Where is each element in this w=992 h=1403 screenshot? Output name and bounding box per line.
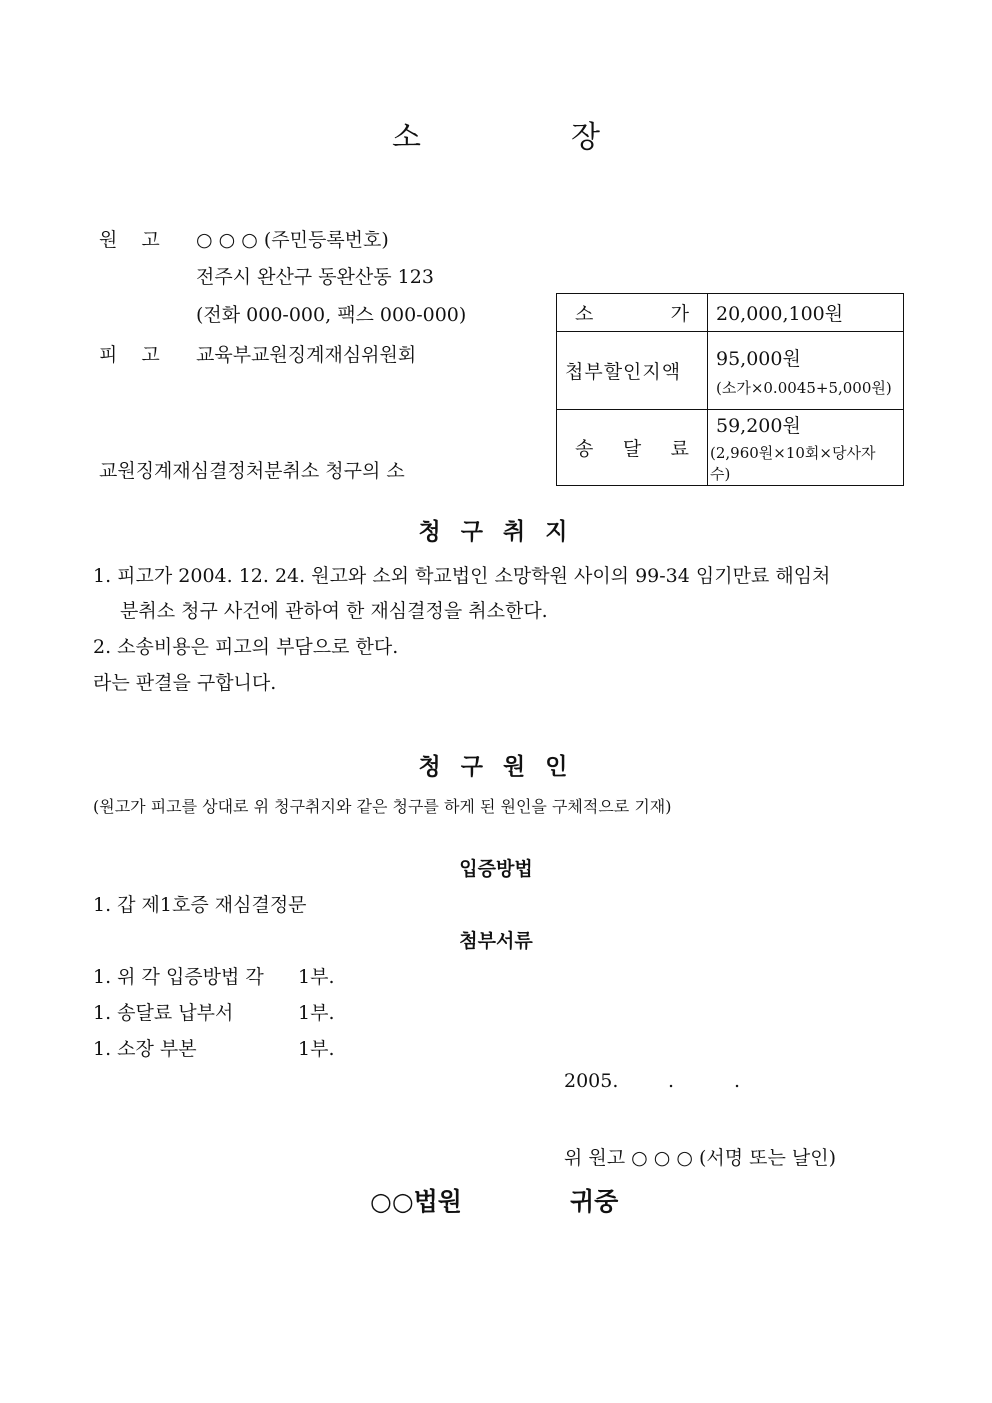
attachment-item-3-name: 1. 소장 부본 [93, 1038, 197, 1060]
title-char-2: 장 [571, 120, 600, 155]
defendant-label-char-1: 피 [99, 344, 118, 366]
fee-note: (2,960원×10회×당사자수) [709, 444, 876, 483]
fee-row-value [557, 294, 904, 332]
case-name: 교원징계재심결정처분취소 청구의 소 [99, 460, 405, 482]
defendant-name: 교육부교원징계재심위원회 [196, 344, 417, 366]
claim-cause-description: (원고가 피고를 상대로 위 청구취지와 같은 청구를 하게 된 원인을 구체적으로 기재) [93, 797, 672, 816]
claim-purpose-item-1-line-1: 1. 피고가 2004. 12. 24. 원고와 소외 학교법인 소망학원 사이의 99-34 임기만료 해임처 [93, 565, 831, 587]
plaintiff-label-char-1: 원 [99, 229, 118, 251]
document-title [0, 112, 992, 156]
claim-purpose-closing: 라는 판결을 구합니다. [93, 672, 277, 694]
claim-purpose-item-1-line-2: 분취소 청구 사건에 관하여 한 재심결정을 취소한다. [120, 600, 548, 622]
plaintiff-label [99, 225, 160, 252]
fee-value: 59,200원 [715, 415, 801, 437]
title-char-1: 소 [392, 120, 421, 155]
evidence-item-1: 1. 갑 제1호증 재심결정문 [93, 894, 307, 916]
fee-note: (소가×0.0045+5,000원) [715, 378, 892, 397]
attachment-item-3-count: 1부. [298, 1038, 335, 1060]
fee-row-stamp [557, 332, 904, 410]
fee-key: 첩부할인지액 [565, 361, 682, 383]
defendant-label [99, 340, 160, 367]
claim-purpose-heading: 청 구 취 지 [418, 518, 574, 545]
court-name: ○○법원 [370, 1187, 462, 1216]
plaintiff-name: ○ ○ ○ (주민등록번호) [196, 229, 389, 251]
fee-key-char: 가 [670, 303, 689, 325]
claim-purpose-item-2: 2. 소송비용은 피고의 부담으로 한다. [93, 636, 399, 658]
attachment-item-2-name: 1. 송달료 납부서 [93, 1002, 234, 1024]
fee-key-cell [557, 410, 708, 486]
date-month-dot: . [668, 1070, 675, 1092]
fee-value-cell [707, 410, 903, 486]
fee-value: 95,000원 [715, 347, 801, 370]
fee-table [556, 293, 904, 486]
date-year: 2005. [564, 1070, 619, 1092]
attachment-item-1-name: 1. 위 각 입증방법 각 [93, 966, 264, 988]
attachment-item-1-count: 1부. [298, 966, 335, 988]
plaintiff-address: 전주시 완산구 동완산동 123 [196, 266, 434, 288]
fee-value-cell [707, 332, 903, 410]
fee-key-char: 달 [622, 438, 642, 460]
date-day-dot: . [734, 1070, 741, 1092]
fee-key-cell [557, 294, 708, 332]
fee-value: 20,000,100원 [715, 303, 844, 325]
claim-cause-heading: 청 구 원 인 [418, 753, 574, 780]
fee-row-delivery [557, 410, 904, 486]
fee-key-cell [557, 332, 708, 410]
fee-key-char: 소 [575, 303, 594, 325]
fee-value-cell [707, 294, 903, 332]
attachment-item-2-count: 1부. [298, 1002, 335, 1024]
attachments-heading: 첨부서류 [459, 930, 533, 952]
evidence-heading: 입증방법 [459, 858, 533, 880]
defendant-label-char-2: 고 [141, 344, 160, 366]
plaintiff-label-char-2: 고 [141, 229, 160, 251]
fee-key-char: 송 [575, 438, 594, 460]
plaintiff-contact: (전화 000-000, 팩스 000-000) [196, 304, 467, 326]
signature-line: 위 원고 ○ ○ ○ (서명 또는 날인) [564, 1147, 837, 1169]
fee-key-char: 료 [670, 438, 689, 460]
court-suffix: 귀중 [570, 1187, 619, 1216]
